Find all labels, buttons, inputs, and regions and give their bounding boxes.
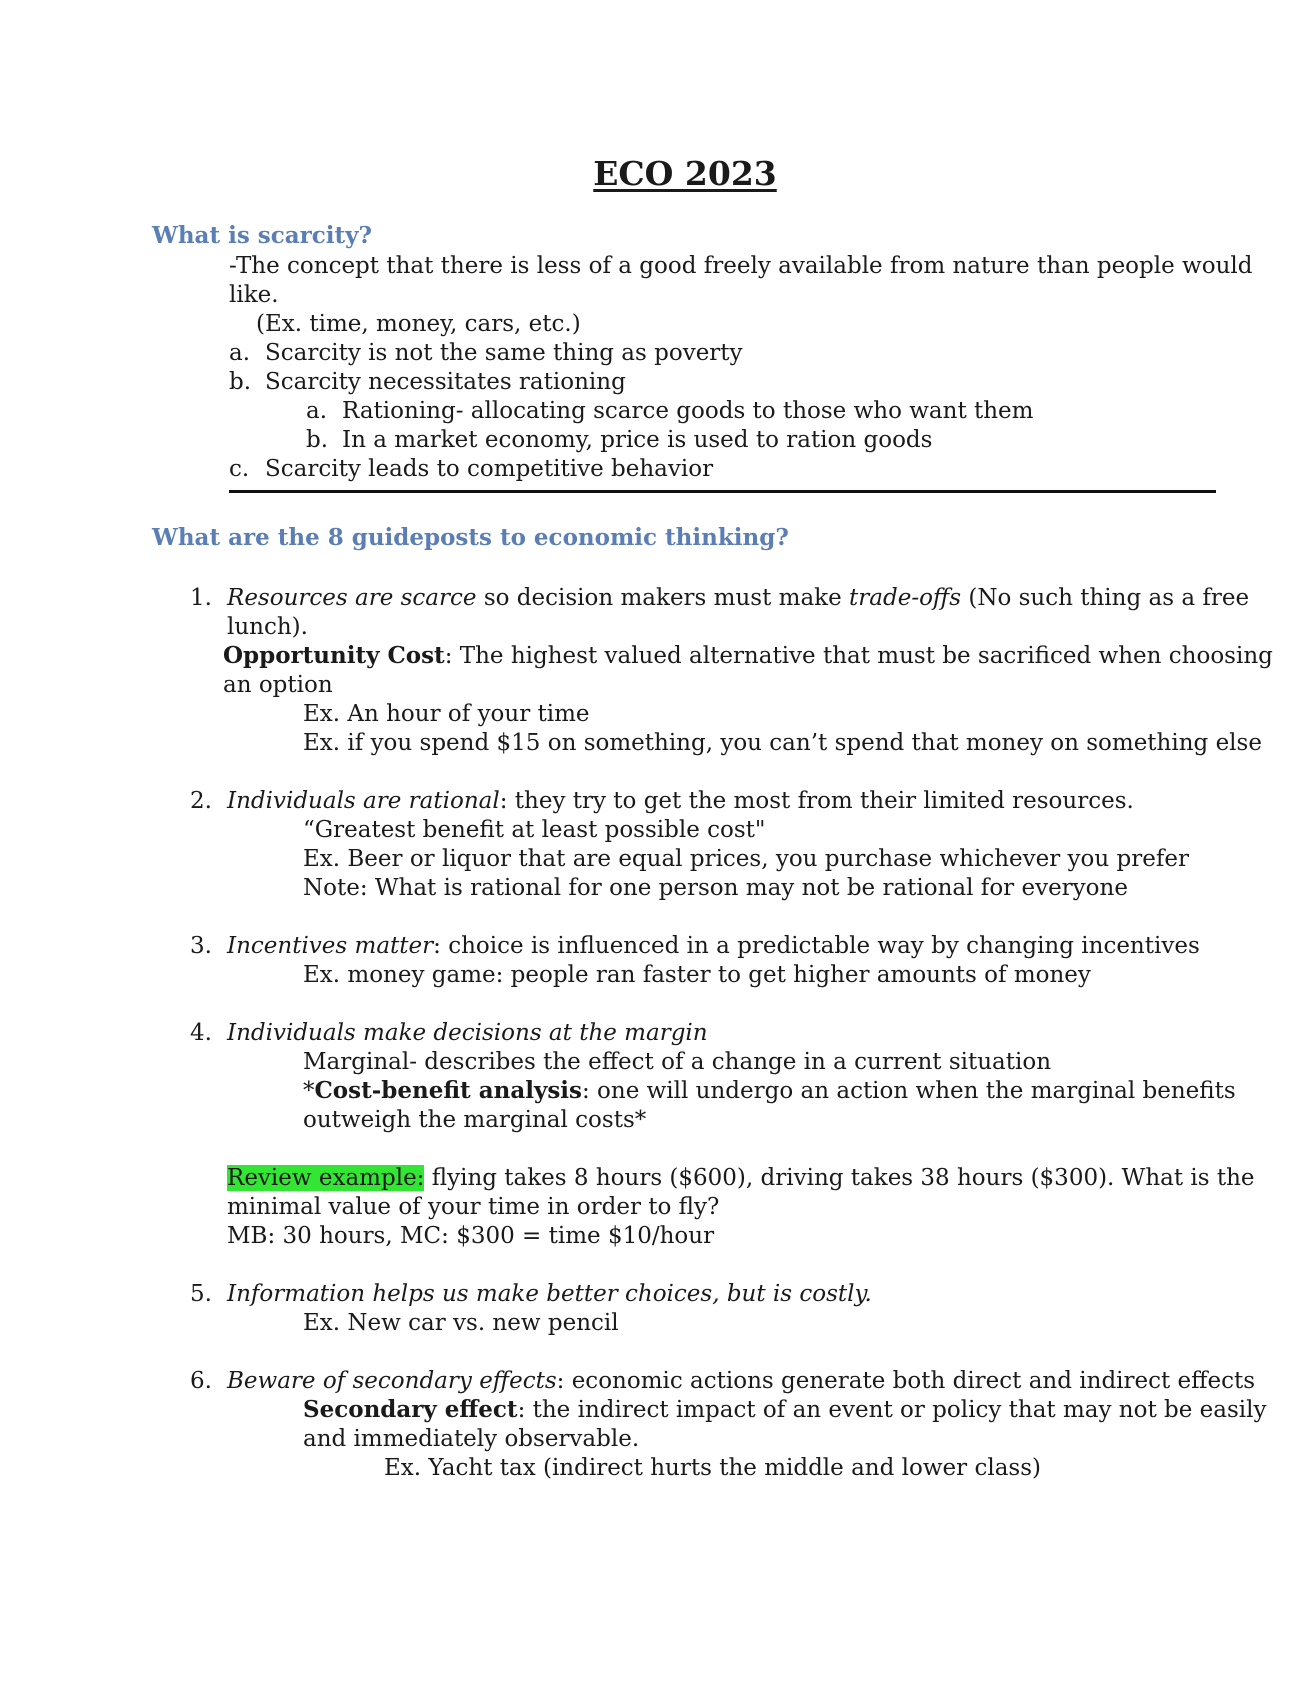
guidepost-1-italic-tradeoffs: trade-offs [849,585,962,611]
document-title: ECO 2023 [593,154,777,193]
review-example-text: flying takes 8 hours ($600), driving takes 38 hours ($300). What is the [424,1165,1255,1191]
guidepost-5-example: Ex. New car vs. new pencil [303,1310,619,1336]
secondary-effect-line-2: and immediately observable. [303,1426,640,1452]
cost-benefit-line-2: outweigh the marginal costs* [303,1107,647,1133]
sublist-marker-b: b. [306,427,329,453]
guidepost-1-text [227,583,1249,613]
review-example-line-2: minimal value of your time in order to fly? [227,1194,720,1220]
sublist-marker-a: a. [306,398,328,424]
guidepost-1-line-2: lunch). [227,614,308,640]
secondary-effect-line [303,1395,1266,1425]
guidepost-2-number: 2. [190,788,212,814]
secondary-effect-definition: : the indirect impact of an event or policy that may not be easily [517,1397,1267,1423]
guidepost-1-number: 1. [190,585,212,611]
marginal-definition: Marginal- describes the effect of a change in a current situation [303,1049,1052,1075]
guidepost-6-italic: Beware of secondary effects [227,1368,557,1394]
guidepost-2-note: Note: What is rational for one person may not be rational for everyone [303,875,1128,901]
review-example-answer: MB: 30 hours, MC: $300 = time $10/hour [227,1223,715,1249]
guidepost-3-italic: Incentives matter [227,933,434,959]
scarcity-heading: What is scarcity? [152,222,372,249]
scarcity-definition-line-2: like. [229,282,279,308]
guidepost-1-example-2: Ex. if you spend $15 on something, you can’t spend that money on something else [303,730,1262,756]
scarcity-examples: (Ex. time, money, cars, etc.) [256,311,581,337]
guidepost-6-text [227,1366,1255,1396]
cost-benefit-term: Cost-benefit analysis [314,1077,582,1104]
list-marker-c: c. [229,456,250,482]
list-item-poverty: Scarcity is not the same thing as poverty [265,340,743,366]
guidepost-5-text: Information helps us make better choices, but is costly. [227,1281,872,1307]
guidepost-1-end: (No such thing as a free [961,585,1250,611]
guidepost-2-example: Ex. Beer or liquor that are equal prices, you purchase whichever you prefer [303,846,1189,872]
guidepost-5-number: 5. [190,1281,212,1307]
sublist-item-market-price: In a market economy, price is used to ration goods [342,427,933,453]
guidepost-3-rest: : choice is influenced in a predictable way by changing incentives [433,933,1200,959]
guidepost-3-text [227,931,1200,961]
guidepost-2-rest: : they try to get the most from their limited resources. [499,788,1134,814]
review-example-line [227,1163,1255,1193]
list-marker-b: b. [229,369,252,395]
guidepost-2-quote: “Greatest benefit at least possible cost" [303,817,766,843]
scarcity-definition-line-1: -The concept that there is less of a good freely available from nature than people would [229,253,1253,279]
guidepost-6-number: 6. [190,1368,212,1394]
secondary-effect-term: Secondary effect [303,1396,518,1423]
review-example-highlight: Review example: [227,1165,425,1191]
list-item-competitive-behavior: Scarcity leads to competitive behavior [265,456,714,482]
section-divider [229,490,1216,493]
guideposts-heading: What are the 8 guideposts to economic thinking? [152,524,789,551]
cost-benefit-line [303,1076,1236,1106]
list-marker-a: a. [229,340,251,366]
guidepost-6-example: Ex. Yacht tax (indirect hurts the middle and lower class) [384,1455,1041,1481]
guidepost-6-rest: : economic actions generate both direct and indirect effects [556,1368,1256,1394]
guidepost-1-example-1: Ex. An hour of your time [303,701,590,727]
guidepost-3-example: Ex. money game: people ran faster to get higher amounts of money [303,962,1091,988]
list-item-rationing: Scarcity necessitates rationing [265,369,626,395]
guidepost-1-italic-resources: Resources are scarce [227,585,477,611]
sublist-item-rationing-definition: Rationing- allocating scarce goods to those who want them [342,398,1034,424]
guidepost-3-number: 3. [190,933,212,959]
cost-benefit-asterisk: * [303,1078,315,1104]
guidepost-1-middle: so decision makers must make [476,585,850,611]
opportunity-cost-line [223,641,1273,671]
guidepost-2-italic: Individuals are rational [227,788,500,814]
guidepost-4-text: Individuals make decisions at the margin [227,1020,708,1046]
guidepost-2-text [227,786,1134,816]
guidepost-4-number: 4. [190,1020,212,1046]
cost-benefit-definition: : one will undergo an action when the marginal benefits [581,1078,1236,1104]
opportunity-cost-term: Opportunity Cost [223,642,445,669]
opportunity-cost-definition: : The highest valued alternative that must be sacrificed when choosing [444,643,1273,669]
opportunity-cost-line-2: an option [223,672,333,698]
